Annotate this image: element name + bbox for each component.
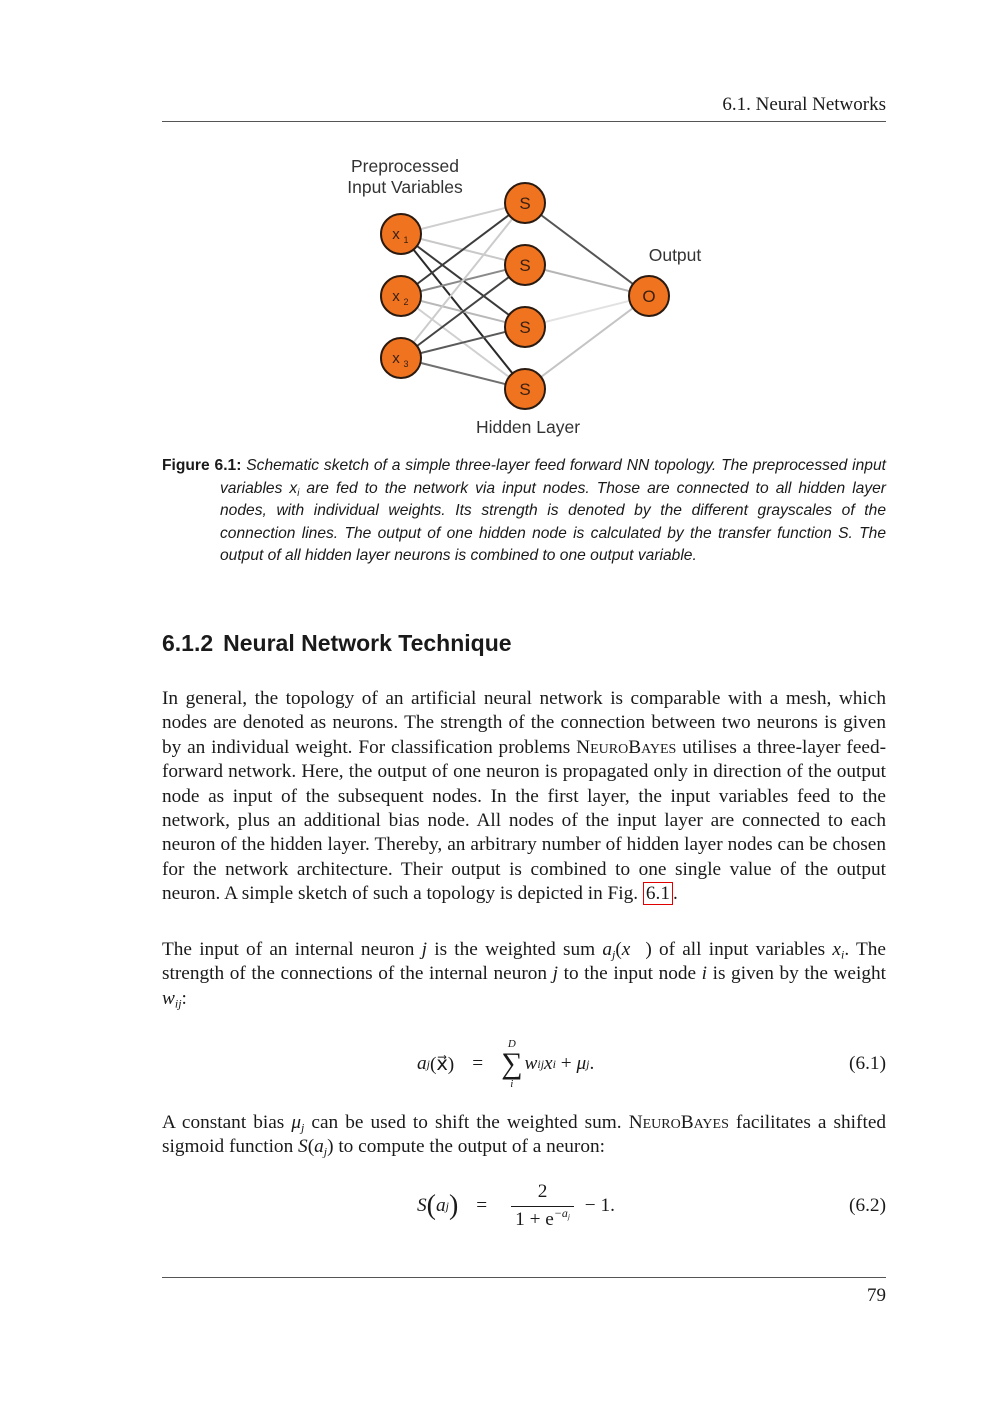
figure-caption [162,455,886,568]
equation-6-2: S ( a j ) = $\frac{2}{1 + e^{-a_j}}$ − 1. (6.2) [417,1180,886,1230]
brand-neurobayes: NeuroBayes [628,1112,729,1133]
input-node-1 [381,214,421,254]
equation-number: (6.2) [849,1194,886,1216]
equation-6-1: a j (x⃗) = D ∑ i w ij x i + μ j . (6.1) [417,1038,886,1090]
paragraph-weighted-sum: The input of an internal neuron j is the weighted sum $a_j(x⃗)$ of all input variables $x_i$. The strength of the connections of the internal neuron j to the input node i is given by the weight $w_{ij}$: [162,939,886,1011]
brand-neurobayes: NeuroBayes [576,736,677,758]
svg-text:O: O [642,287,656,306]
connection-lines [401,203,649,389]
input-label-line1: Preprocessed [351,156,459,176]
header-rule [162,121,886,122]
svg-text:x: x [392,226,400,243]
svg-text:x: x [392,288,400,305]
caption-text: Schematic sketch of a simple three-layer feed forward NN topology. The preprocessed input variables $x_i$ are fed to the network via input nodes. Those are connected to all hidden layer nodes, with individual weights. Its strength is denoted by the different grayscales of the connection lines. The output of one hidden node is calculated by the transfer function S. The output of all hidden layer neurons is combined to one output variable. [220,457,886,565]
hidden-node-3 [505,307,545,347]
svg-text:S: S [519,380,531,399]
svg-text:S: S [519,256,531,275]
section-number: 6.1.2 [162,630,214,656]
output-node [629,276,669,316]
sigmoid-fraction: $\frac{2}{1 + e^{-a_j}}$ [511,1181,574,1231]
svg-text:S: S [519,318,531,337]
caption-label: Figure 6.1: [162,457,242,474]
input-node-3 [381,338,421,378]
paragraph-topology: In general, the topology of an artificial neural network is comparable with a mesh, which nodes are denoted as neurons. The strength of the connection between two neurons is given by an individual weight. For classification problems NeuroBayes utilises a three-layer feed-forward network. Here, the output of one neuron is propagated only in direction of the output node as input of the subsequent nodes. In the first layer, the input variables feed to the network, plus an additional bias node. All nodes of the input layer are connected to each neuron of the hidden layer. Thereby, an arbitrary number of hidden layer nodes can be chosen for the network architecture. Their output is combined to one single value of the output neuron. A simple sketch of such a topology is depicted in Fig. 6.1 . [162,688,887,905]
section-heading [162,630,512,657]
hidden-layer-label: Hidden Layer [475,417,581,437]
output-label: Output [648,245,702,265]
running-header: 6.1. Neural Networks [722,94,886,115]
page-number: 79 [867,1285,886,1306]
section-title: Neural Network Technique [223,630,512,656]
hidden-node-2 [505,245,545,285]
equation-number: (6.1) [849,1053,886,1074]
hidden-node-1 [505,183,545,223]
svg-text:x: x [392,350,400,367]
footer-rule [162,1277,886,1278]
input-label-line2: Input Variables [347,177,463,197]
svg-text:1: 1 [403,235,409,245]
paragraph-sigmoid: A constant bias $\mu_j$ can be used to shift the weighted sum. NeuroBayes facilitates a shifted sigmoid function $S(a_j)$ to compute the output of a neuron: [162,1112,887,1159]
svg-text:3: 3 [403,359,409,369]
figure-reference-link[interactable]: 6.1 [643,882,673,905]
nn-diagram-svg [330,150,710,445]
nn-topology-figure [330,150,710,445]
summation-symbol: D ∑ i [501,1038,523,1090]
input-node-2 [381,276,421,316]
hidden-node-4 [505,369,545,409]
svg-text:S: S [519,194,531,213]
svg-text:2: 2 [403,297,409,307]
